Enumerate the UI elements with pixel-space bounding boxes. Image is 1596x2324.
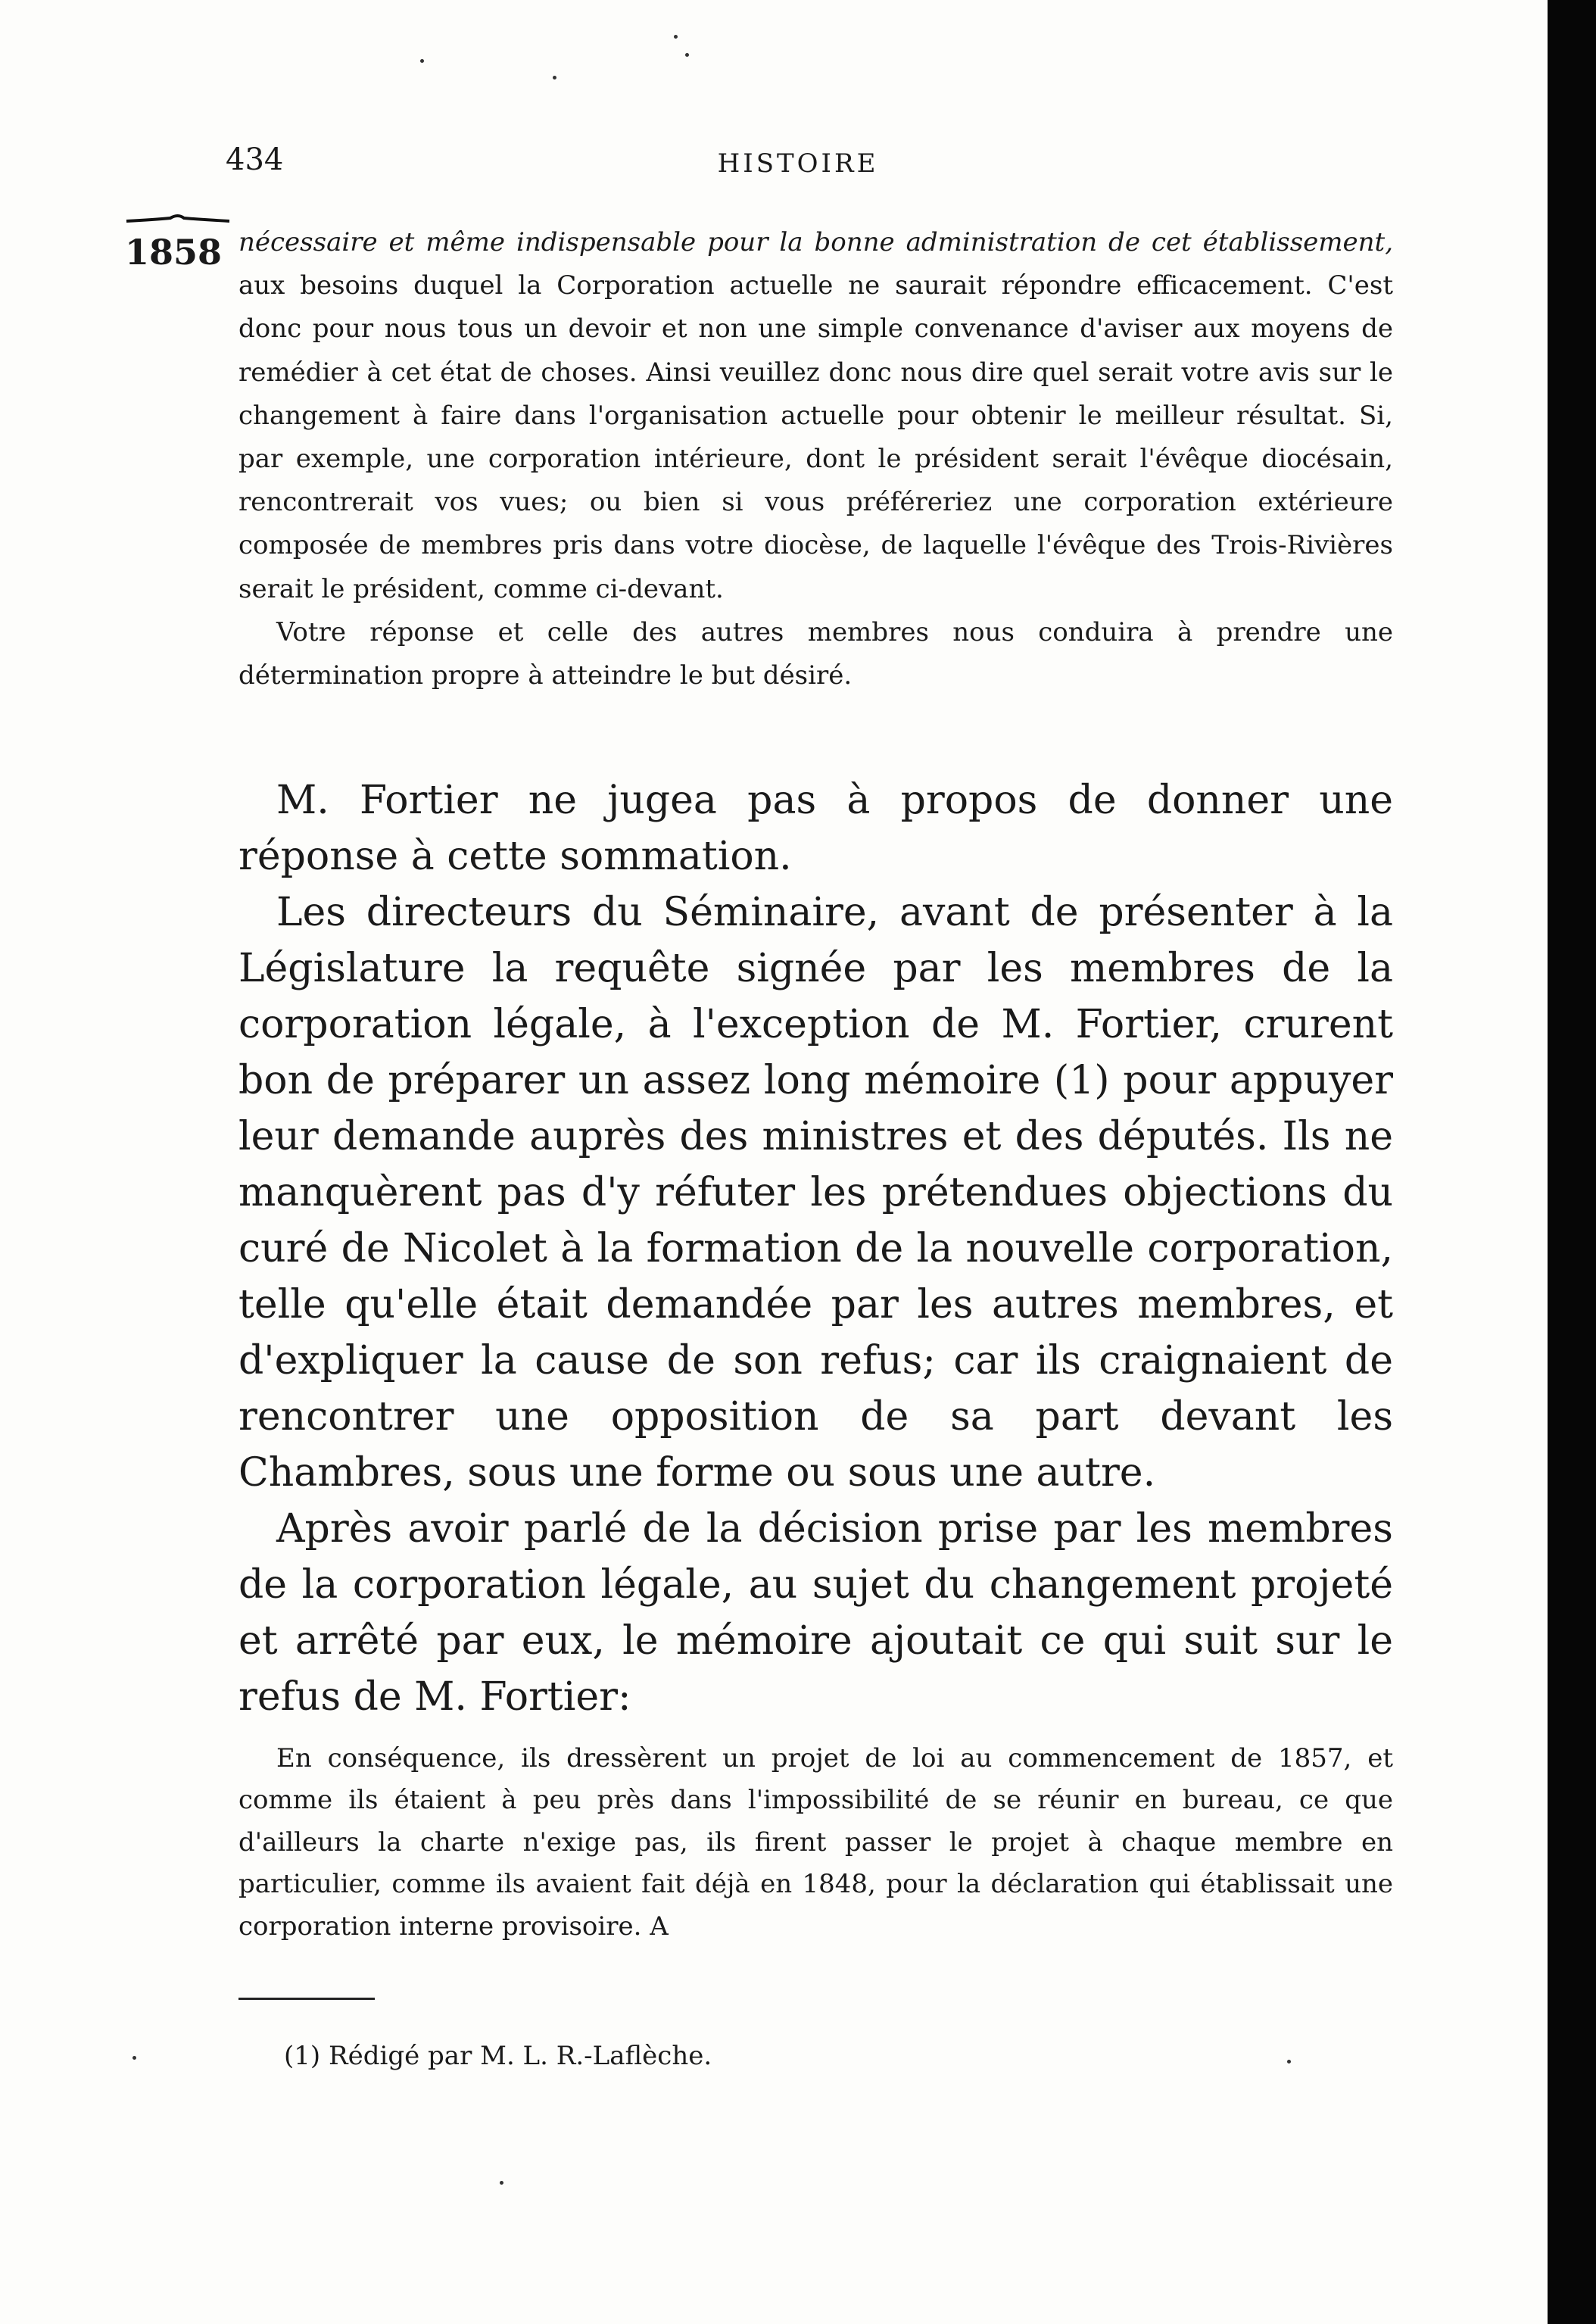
margin-year: 1858 <box>125 232 223 273</box>
scan-speck <box>132 2056 136 2060</box>
scan-speck <box>685 53 689 57</box>
footnote-text: Rédigé par M. L. R.-Laflèche. <box>328 2041 712 2071</box>
body-paragraph: Après avoir parlé de la décision prise par les membres de la corporation légale, au sujet du changement projeté et arrêté par eux, le mémoire ajoutait ce qui suit sur le refus de M. Fortier: <box>238 1506 1393 1720</box>
body-text: Les directeurs du Séminaire, avant de présenter à la Législature la requête signée par les membres de la corporation légale, à l'exception de M. Fortier, crurent bon de préparer un assez long mémoire <box>238 890 1393 1103</box>
main-text <box>238 772 1393 1725</box>
quoted-letter-text: aux besoins duquel la Corporation actuelle ne saurait répondre efficacement. C'est donc pour nous tous un devoir et non une simple convenance d'aviser aux moyens de remédier à cet état de choses. Ainsi veuillez donc nous dire quel serait votre avis sur le changement à faire dans l'organisation actuelle pour obtenir le meilleur résultat. Si, par exemple, une corporation intérieure, dont le président serait l'évêque diocésain, rencontrerait vos vues; ou bien si vous préféreriez une corporation extérieure composée de membres pris dans votre diocèse, de laquelle l'évêque des Trois-Rivières serait le président, comme ci-devant. <box>238 270 1393 604</box>
page-number: 434 <box>226 142 284 177</box>
quoted-letter <box>238 221 1393 697</box>
scan-speck <box>674 35 678 39</box>
footnote-divider <box>238 1998 375 2000</box>
scan-speck <box>420 59 424 63</box>
body-text: pour appuyer leur demande auprès des ministres et des députés. Ils ne manquèrent pas d'y réfuter les prétendues objections du curé de Nicolet à la formation de la nouvelle corporation, telle qu'elle était demandée par les autres membres, et d'expliquer la cause de son refus; car ils craignaient de rencontrer une opposition de sa part devant les Chambres, sous une forme ou sous une autre. <box>238 1058 1394 1496</box>
body-paragraph <box>238 884 1393 1501</box>
scan-speck <box>1287 2060 1291 2064</box>
page-edge-shadow <box>1548 0 1596 2324</box>
scan-speck <box>500 2181 503 2185</box>
tilde-ornament-icon <box>125 214 231 224</box>
quoted-memoire-paragraph <box>238 1738 1393 1948</box>
running-head: HISTOIRE <box>717 148 879 179</box>
quoted-memoire-text: En conséquence, ils dressèrent un projet de loi au commencement de 1857, et comme ils étaient à peu près dans l'impossibilité de se réunir en bureau, ce que d'ailleurs la charte n'exige pas, ils firent passer le projet à chaque membre en particulier, comme ils avaient fait déjà en 1848, pour la déclaration qui établissait une corporation interne provisoire. <box>238 1743 1393 1942</box>
footnote-reference: (1) <box>1053 1058 1110 1103</box>
quoted-letter-paragraph: Votre réponse et celle des autres membres nous conduira à prendre une détermination propre à atteindre le but désiré. <box>238 616 1393 691</box>
signature-mark: A <box>650 1911 669 1942</box>
quoted-letter-italic: nécessaire et même indispensable pour la bonne administration de cet établissement, <box>238 227 1393 257</box>
quoted-memoire <box>238 1738 1393 1948</box>
quoted-letter-paragraph <box>238 221 1393 611</box>
footnote-marker: (1) <box>284 2041 321 2071</box>
body-paragraph: M. Fortier ne jugea pas à propos de donner une réponse à cette sommation. <box>238 778 1393 879</box>
scan-speck <box>553 76 556 80</box>
footnote <box>284 2041 712 2071</box>
